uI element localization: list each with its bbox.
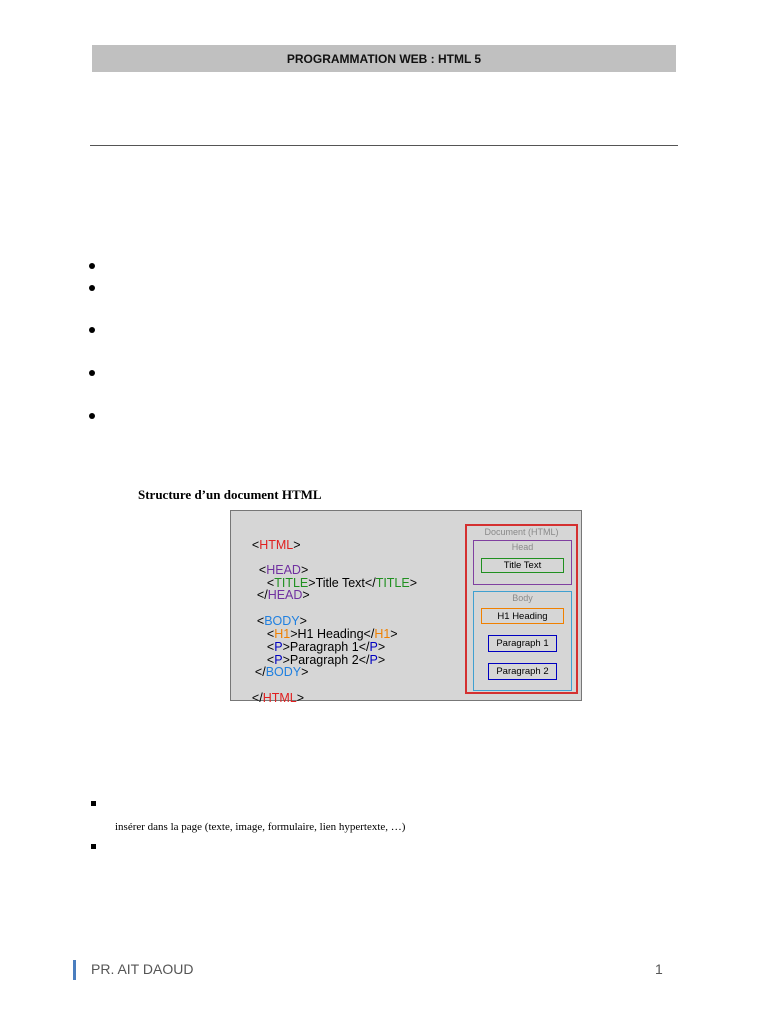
footer-author: PR. AIT DAOUD xyxy=(91,961,194,977)
bullet-1 xyxy=(89,263,95,269)
bullet-5 xyxy=(89,413,95,419)
paragraph-2-box: Paragraph 2 xyxy=(488,663,557,680)
figure-caption: Structure d’un document HTML xyxy=(138,487,322,502)
body-label: Body xyxy=(512,593,533,603)
code-line-title: <TITLE>Title Text</TITLE> xyxy=(266,576,418,590)
header-title: PROGRAMMATION WEB : HTML 5 xyxy=(286,51,482,66)
code-line-h1: <H1>H1 Heading</H1> xyxy=(266,627,398,641)
title-text-box: Title Text xyxy=(481,558,564,573)
header-divider xyxy=(90,145,678,146)
code-line-html-open: <HTML> xyxy=(251,538,301,552)
code-line-body-close: </BODY> xyxy=(254,665,309,679)
code-line-body-open: <BODY> xyxy=(256,614,307,628)
code-line-p2: <P>Paragraph 2</P> xyxy=(266,653,386,667)
code-line-html-close: </HTML> xyxy=(251,691,305,705)
square-bullet-1 xyxy=(91,801,96,806)
footer-page-number: 1 xyxy=(655,961,663,977)
body-text-line: insérer dans la page (texte, image, formulaire, lien hypertexte, …) xyxy=(115,821,406,833)
document-box xyxy=(465,524,578,694)
page-header xyxy=(92,45,676,72)
body-box xyxy=(473,591,572,691)
bullet-4 xyxy=(89,370,95,376)
head-label: Head xyxy=(511,542,534,552)
html-structure-figure xyxy=(230,510,582,705)
footer-accent-bar xyxy=(73,960,76,980)
h1-heading-box: H1 Heading xyxy=(481,608,564,624)
document-label: Document (HTML) xyxy=(484,527,559,537)
head-box xyxy=(473,540,572,585)
paragraph-1-box: Paragraph 1 xyxy=(488,635,557,652)
bullet-2 xyxy=(89,285,95,291)
square-bullet-2 xyxy=(91,844,96,849)
code-line-p1: <P>Paragraph 1</P> xyxy=(266,640,386,654)
bullet-3 xyxy=(89,327,95,333)
code-line-head-open: <HEAD> xyxy=(258,563,309,577)
code-line-head-close: </HEAD> xyxy=(256,588,310,602)
